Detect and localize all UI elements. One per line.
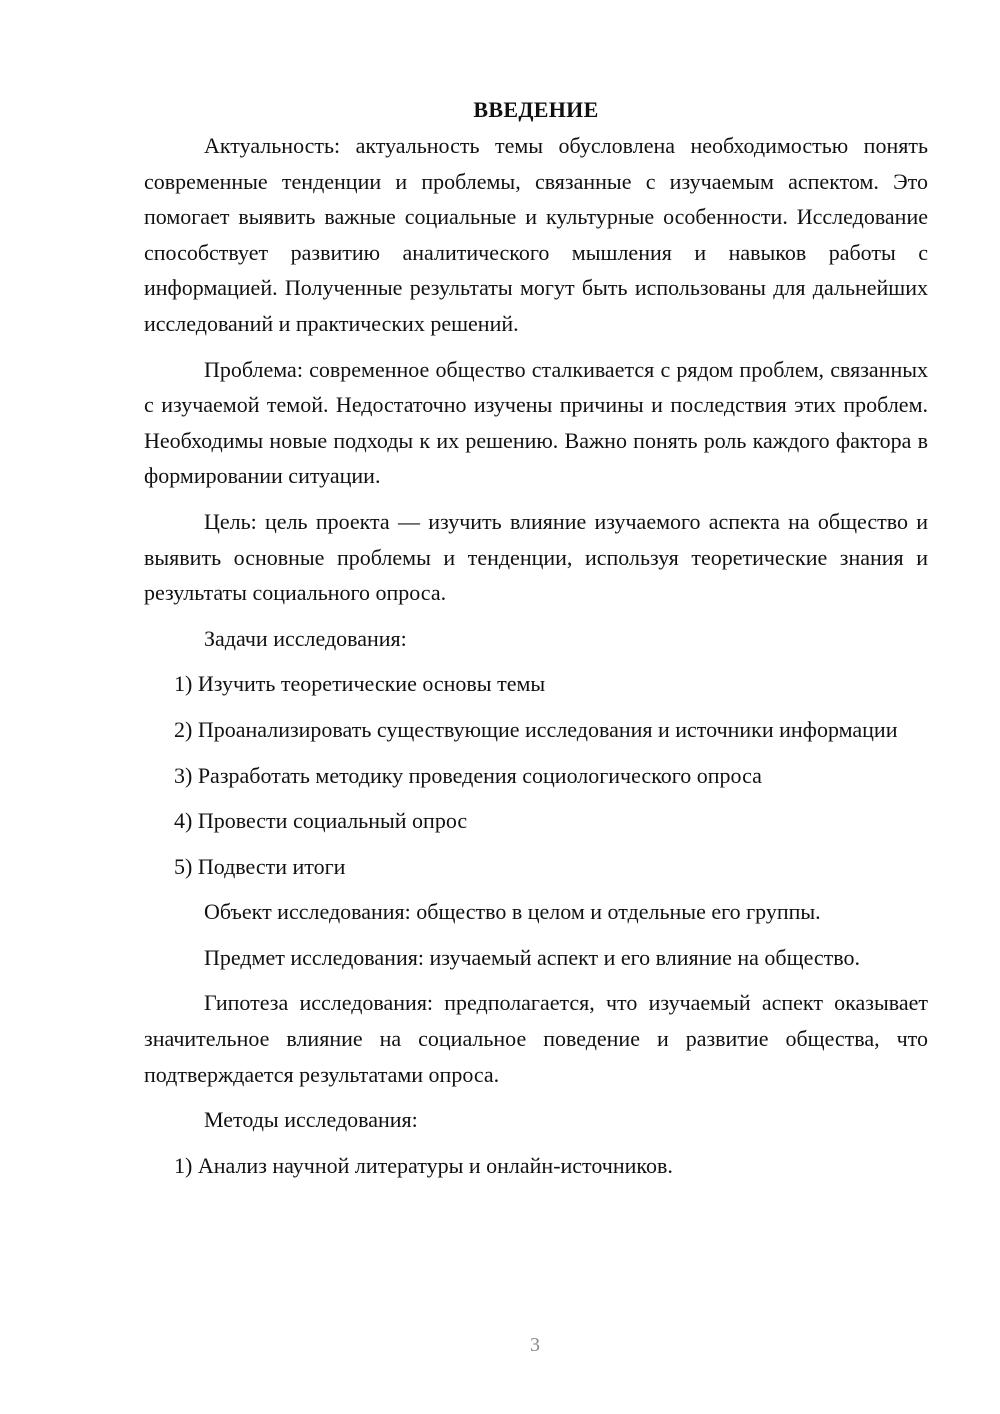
paragraph-tasks-heading: Задачи исследования: bbox=[204, 625, 407, 651]
task-item-2: 2) Проанализировать существующие исследования и источники информации bbox=[174, 716, 898, 742]
paragraph-methods-heading: Методы исследования: bbox=[204, 1107, 418, 1133]
page-content bbox=[144, 92, 928, 1183]
paragraph-relevance: Актуальность: актуальность темы обусловлена необходимостью понять современные тенденции и проблемы, связанные с изучаемым аспектом. Это помогает выявить важные социальные и культурные особенности. Исследование способствует развитию аналитического мышления и навыков работы с информацией. Полученные результаты могут быть использованы для дальнейших исследований и практических решений. bbox=[144, 133, 928, 336]
paragraph-goal: Цель: цель проекта — изучить влияние изучаемого аспекта на общество и выявить основные проблемы и тенденции, используя теоретические знания и результаты социального опроса. bbox=[144, 508, 928, 606]
method-item-1: 1) Анализ научной литературы и онлайн-источников. bbox=[174, 1152, 673, 1178]
task-item-3: 3) Разработать методику проведения социологического опроса bbox=[174, 762, 762, 788]
task-item-5: 5) Подвести итоги bbox=[174, 853, 346, 879]
page-number: 3 bbox=[530, 1334, 540, 1356]
task-item-1: 1) Изучить теоретические основы темы bbox=[174, 671, 546, 697]
paragraph-subject: Предмет исследования: изучаемый аспект и его влияние на общество. bbox=[204, 944, 860, 970]
paragraph-hypothesis: Гипотеза исследования: предполагается, что изучаемый аспект оказывает значительное влияние на социальное поведение и развитие общества, что подтверждается результатами опроса. bbox=[144, 990, 928, 1087]
section-title: ВВЕДЕНИЕ bbox=[473, 97, 599, 122]
paragraph-object: Объект исследования: общество в целом и отдельные его группы. bbox=[204, 899, 821, 925]
paragraph-problem: Проблема: современное общество сталкивается с рядом проблем, связанных с изучаемой темой. Недостаточно изучены причины и последствия этих проблем. Необходимы новые подходы к их решению. Важно понять роль каждого фактора в формировании ситуации. bbox=[144, 356, 928, 489]
task-item-4: 4) Провести социальный опрос bbox=[174, 808, 468, 834]
